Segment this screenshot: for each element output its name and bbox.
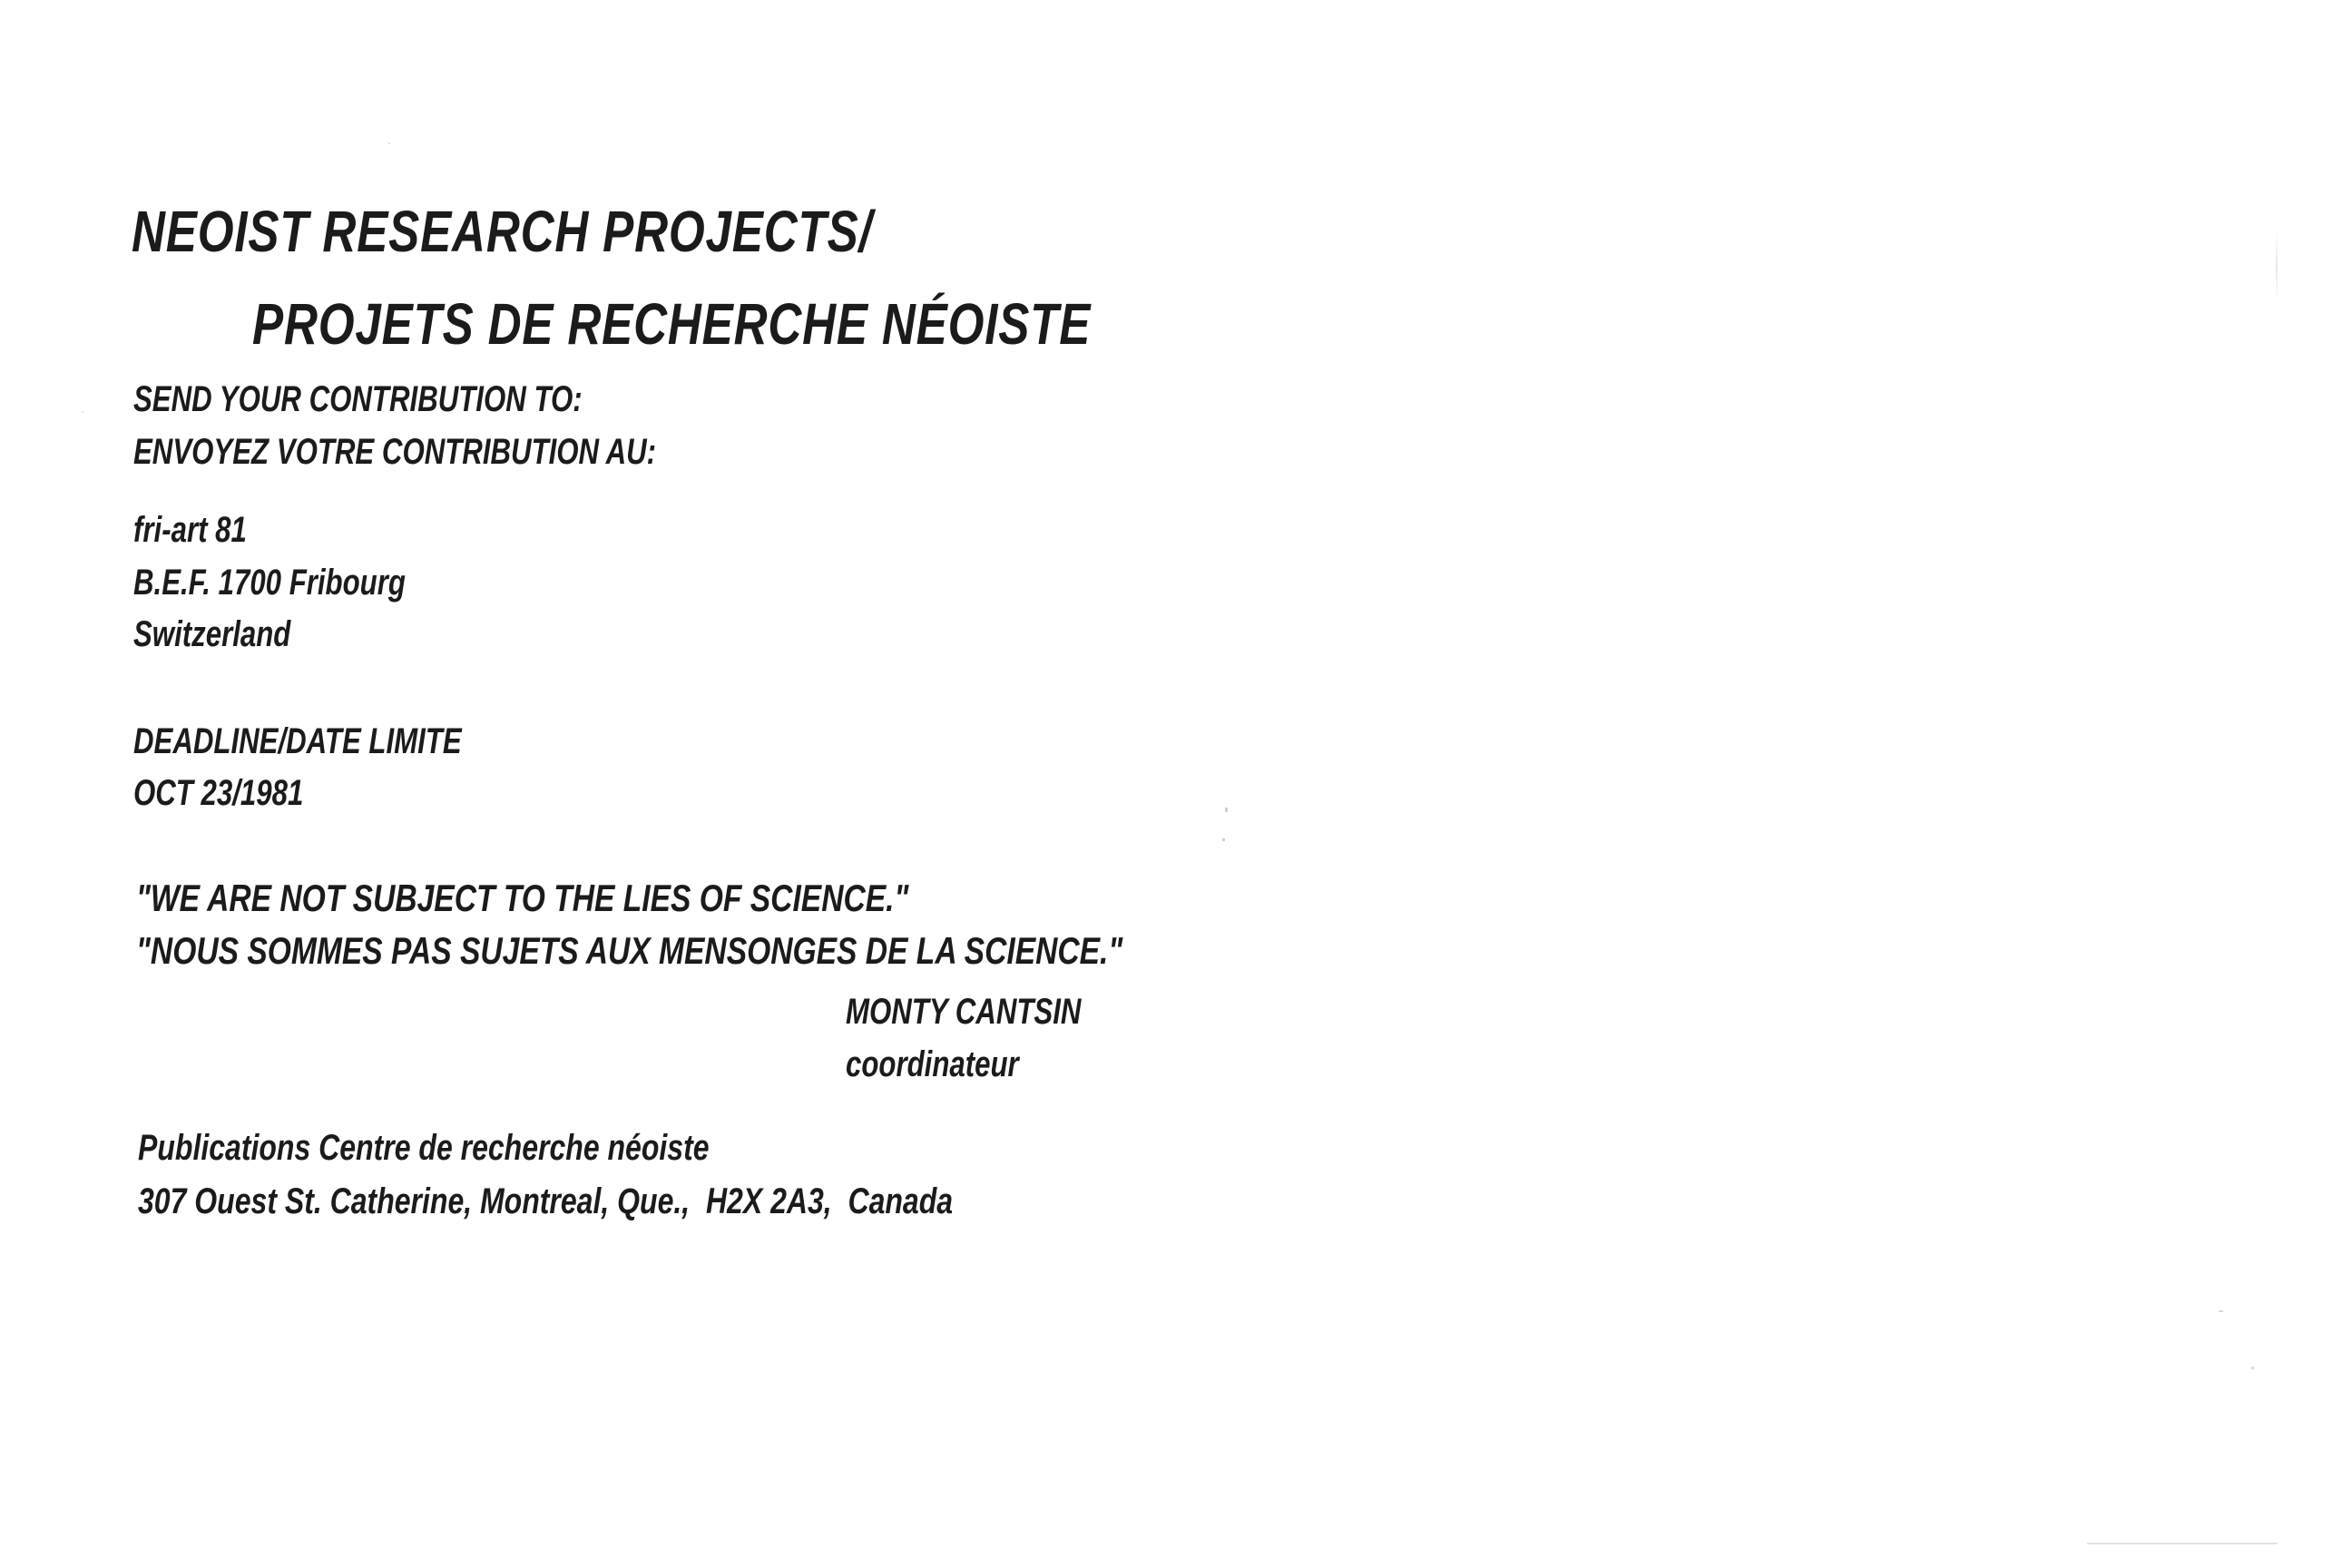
scan-speck [2219, 1310, 2223, 1312]
deadline-date: OCT 23/1981 [133, 773, 304, 813]
address-line-3: Switzerland [133, 614, 291, 654]
scan-speck [2251, 1367, 2254, 1369]
quote-french: "NOUS SOMMES PAS SUJETS AUX MENSONGES DE LA SCIENCE." [136, 929, 1123, 972]
address-line-1: fri-art 81 [133, 510, 247, 550]
scan-speck [388, 142, 390, 144]
scan-speck [1222, 838, 1225, 841]
quote-english: "WE ARE NOT SUBJECT TO THE LIES OF SCIENCE." [136, 877, 909, 919]
signature-name: MONTY CANTSIN [846, 992, 1082, 1032]
address-line-2: B.E.F. 1700 Fribourg [133, 563, 406, 603]
scan-bottom-edge [2087, 1543, 2278, 1544]
publisher-name: Publications Centre de recherche néoiste [138, 1128, 710, 1168]
send-contribution-english: SEND YOUR CONTRIBUTION TO: [133, 379, 583, 419]
deadline-label: DEADLINE/DATE LIMITE [133, 721, 462, 761]
scan-edge-shadow [2276, 231, 2278, 299]
publisher-address: 307 Ouest St. Catherine, Montreal, Que., H2X 2A3, Canada [138, 1181, 954, 1221]
scan-speck [1225, 808, 1228, 812]
title-french: PROJETS DE RECHERCHE NÉOISTE [252, 291, 1092, 357]
signature-role: coordinateur [846, 1044, 1019, 1084]
send-contribution-french: ENVOYEZ VOTRE CONTRIBUTION AU: [133, 432, 657, 472]
title-english: NEOIST RESEARCH PROJECTS/ [132, 199, 873, 264]
scan-speck [82, 411, 83, 413]
